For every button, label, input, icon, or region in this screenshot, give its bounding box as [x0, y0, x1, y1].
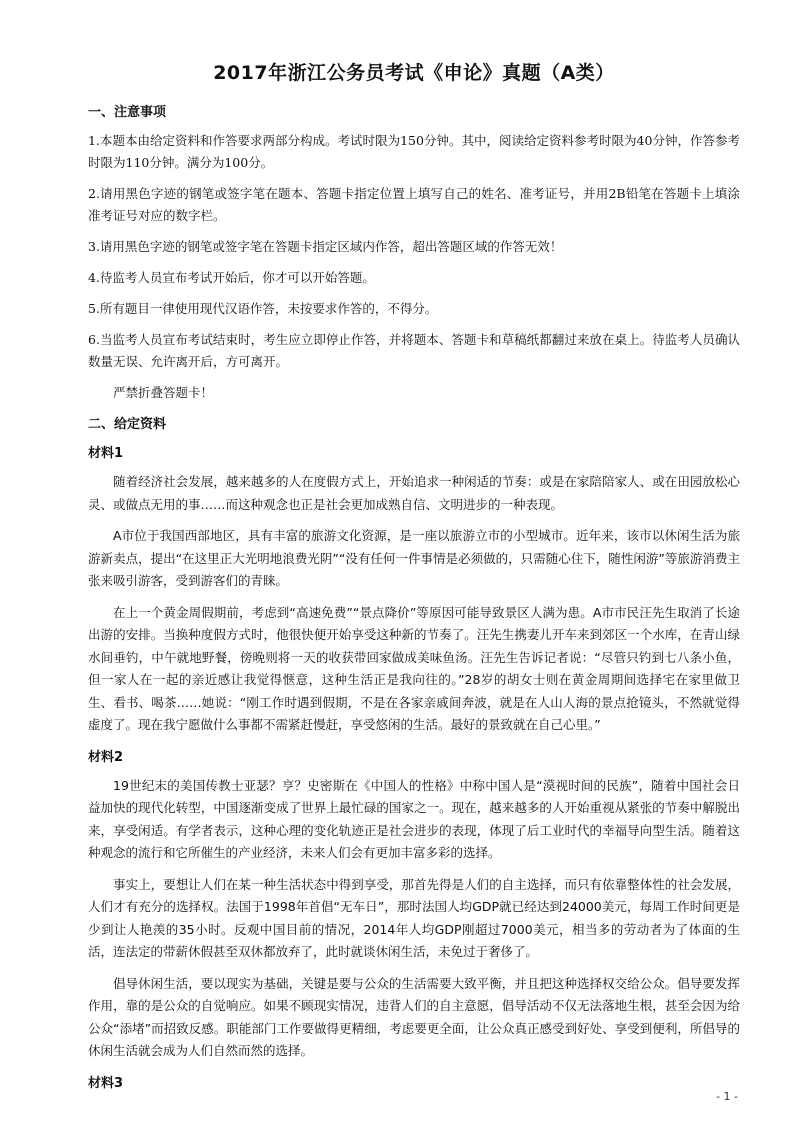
document-page: [88, 58, 740, 1101]
material-1-heading: 材料1: [88, 446, 124, 461]
material-2-paragraph: 事实上，要想让人们在某一种生活状态中得到享受，那首先得是人们的自主选择，而只有依靠整体性的社会发展，人们才有充分的选择权。法国于1998年首倡“无车日”，那时法国人均GDP就已经达到24000美元，每周工作时间更是少到让人艳羡的35小时。反观中国目前的情况，2014年人均GDP刚超过7000美元，相当多的劳动者为了体面的生活，连法定的带薪休假甚至双休都放弃了，此时就谈休闲生活，未免过于奢侈了。: [88, 876, 740, 959]
material-2-paragraph: 倡导休闲生活，要以现实为基础，关键是要与公众的生活需要大致平衡，并且把这种选择权交给公众。倡导要发挥作用，靠的是公众的自觉响应。如果不顾现实情况，违背人们的自主意愿，倡导活动不仅无法落地生根，甚至会因为给公众“添堵”而招致反感。职能部门工作要做得更精细，考虑要更全面，让公众真正感受到好处、享受到便利，所倡导的休闲生活就会成为人们自然而然的选择。: [88, 975, 740, 1058]
note-item-1: 1.本题本由给定资料和作答要求两部分构成。考试时限为150分钟。其中，阅读给定资料参考时限为40分钟，作答参考时限为110分钟。满分为100分。: [88, 133, 740, 170]
note-item-6: 6.当监考人员宣布考试结束时，考生应立即停止作答，并将题本、答题卡和草稿纸都翻过来放在桌上。待监考人员确认数量无误、允许离开后，方可离开。: [88, 332, 740, 369]
material-1-paragraph: 随着经济社会发展，越来越多的人在度假方式上，开始追求一种闲适的节奏：或是在家陪陪家人、或在田园放松心灵、或做点无用的事……而这种观念也正是社会更加成熟自信、文明进步的一种表现。: [88, 474, 740, 512]
section-heading-materials: 二、给定资料: [88, 417, 167, 432]
material-1-paragraph: 在上一个黄金周假期前，考虑到“高速免费”“景点降价”等原因可能导致景区人满为患。A市市民汪先生取消了长途出游的安排。当换种度假方式时，他很快便开始享受这种新的节奏了。汪先生携妻儿开车来到郊区一个水库，在青山绿水间垂钓，中午就地野餐，傍晚则将一天的收获带回家做成美味鱼汤。汪先生告诉记者说：“尽管只钓到七八条小鱼，但一家人在一起的亲近感让我觉得惬意，这种生活正是我向往的。”28岁的胡女士则在黄金周期间选择宅在家里做卫生、看书、喝茶……她说：“刚工作时遇到假期，不是在各家亲戚间奔波，就是在人山人海的景点抢镜头，不然就觉得虚度了。现在我宁愿做什么事都不需紧赶慢赶，享受悠闲的生活。最好的景致就在自己心里。”: [88, 604, 740, 732]
material-3-heading: 材料3: [88, 1075, 124, 1091]
material-2-paragraph: 19世纪末的美国传教士亚瑟？亨？史密斯在《中国人的性格》中称中国人是“漠视时间的民族”，随着中国社会日益加快的现代化转型，中国逐渐变成了世界上最忙碌的国家之一。现在，越来越多的人开始重视从紧张的节奏中解脱出来，享受闲适。有学者表示，这种心理的变化轨迹正是社会进步的表现，体现了后工业时代的幸福导向型生活。随着这种观念的流行和它所催生的产业经济，未来人们会有更加丰富多彩的选择。: [88, 777, 740, 860]
section-heading-notes: 一、注意事项: [88, 105, 167, 120]
page-number: - 1 -: [716, 1090, 738, 1103]
warning-text: 严禁折叠答题卡！: [113, 385, 214, 400]
note-item-3: 3.请用黑色字迹的钢笔或签字笔在答题卡指定区域内作答，超出答题区域的作答无效！: [88, 239, 563, 254]
material-1-paragraph: A市位于我国西部地区，具有丰富的旅游文化资源，是一座以旅游立市的小型城市。近年来，该市以休闲生活为旅游新卖点，提出“在这里正大光明地浪费光阴”“没有任何一件事情是必须做的，只需随心住下，随性闲游”等旅游消费主张来吸引游客，受到游客们的青睐。: [88, 528, 740, 588]
document-title: 2017年浙江公务员考试《申论》真题（A类）: [213, 62, 615, 84]
material-2-heading: 材料2: [88, 749, 124, 765]
note-item-4: 4.待监考人员宣布考试开始后，你才可以开始答题。: [88, 270, 375, 285]
note-item-5: 5.所有题目一律使用现代汉语作答，未按要求作答的，不得分。: [88, 301, 438, 316]
note-item-2: 2.请用黑色字迹的钢笔或签字笔在题本、答题卡指定位置上填写自己的姓名、准考证号，并用2B铅笔在答题卡上填涂准考证号对应的数字栏。: [88, 186, 740, 223]
